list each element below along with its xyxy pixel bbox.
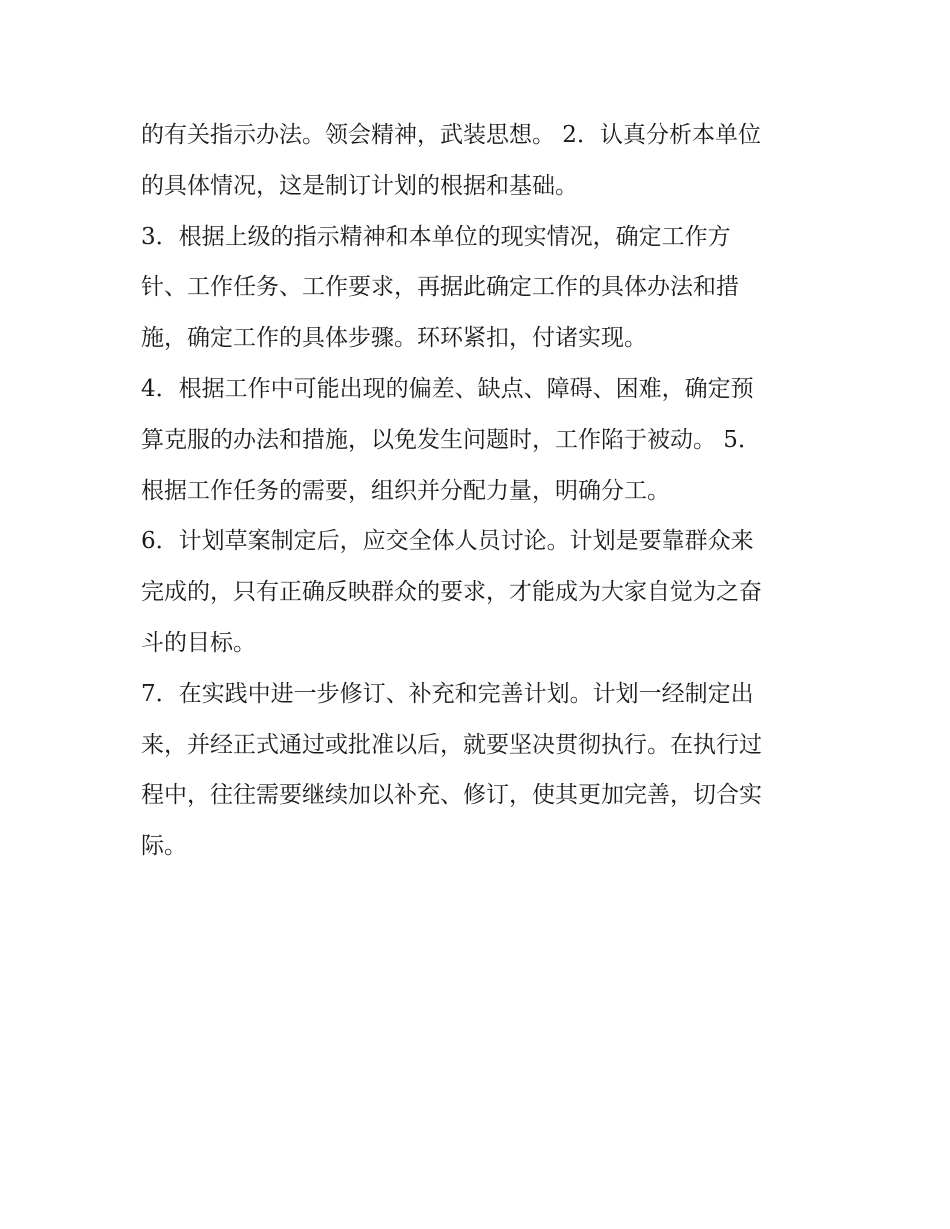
text-line-12: 7．在实践中进一步修订、补充和完善计划。计划一经制定出 <box>141 680 754 707</box>
text-line-14: 程中，往往需要继续加以补充、修订，使其更加完善，切合实 <box>141 782 762 809</box>
text-line-11: 斗的目标。 <box>141 629 256 656</box>
text-line-9: 6．计划草案制定后，应交全体人员讨论。计划是要靠群众来 <box>141 528 754 555</box>
text-line-10: 完成的，只有正确反映群众的要求，才能成为大家自觉为之奋 <box>141 579 762 606</box>
text-line-15: 际。 <box>141 833 187 860</box>
text-line-1: 的有关指示办法。领会精神，武装思想。 2．认真分析本单位 <box>141 122 761 148</box>
text-line-3: 3．根据上级的指示精神和本单位的现实情况，确定工作方 <box>141 223 731 250</box>
text-line-5: 施，确定工作的具体步骤。环环紧扣，付诸实现。 <box>141 325 647 352</box>
text-line-13: 来，并经正式通过或批准以后，就要坚决贯彻执行。在执行过 <box>141 731 762 758</box>
text-line-8: 根据工作任务的需要，组织并分配力量，明确分工。 <box>141 477 670 504</box>
text-line-2: 的具体情况，这是制订计划的根据和基础。 <box>141 172 578 199</box>
text-line-6: 4．根据工作中可能出现的偏差、缺点、障碍、困难，确定预 <box>141 375 754 402</box>
body-text <box>141 110 821 872</box>
text-line-7: 算克服的办法和措施，以免发生问题时，工作陷于被动。 5． <box>141 426 761 453</box>
text-line-4: 针、工作任务、工作要求，再据此确定工作的具体办法和措 <box>141 274 739 301</box>
